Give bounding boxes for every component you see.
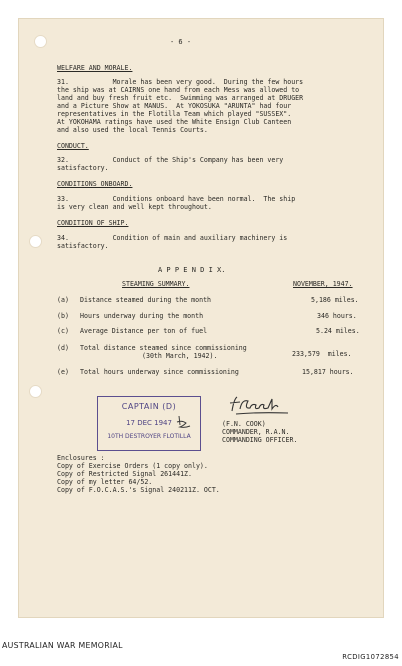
row-label: Total hours underway since commissioning: [80, 368, 239, 376]
stamp-line-1: CAPTAIN (D): [121, 402, 177, 411]
appendix-month: NOVEMBER, 1947.: [293, 280, 353, 288]
punch-hole-middle: [29, 235, 42, 248]
row-sublabel: (30th March, 1942).: [142, 352, 218, 360]
archive-id: RCDIG1072854: [342, 653, 399, 661]
row-label: Average Distance per ton of fuel: [80, 327, 208, 335]
punch-hole-bottom: [29, 385, 42, 398]
conduct-line: satisfactory.: [57, 164, 109, 172]
row-value: 346 hours.: [317, 312, 357, 320]
signatory-title: COMMANDING OFFICER.: [222, 436, 298, 444]
enclosure-item: Copy of my letter 64/52.: [57, 478, 153, 486]
row-value: 15,817 hours.: [302, 368, 354, 376]
archive-label: AUSTRALIAN WAR MEMORIAL: [2, 641, 123, 650]
row-letter: (d): [57, 344, 69, 352]
stamp-date: 17 DEC 1947: [126, 419, 172, 427]
welfare-line: 31. Morale has been very good. During the few hours: [57, 78, 304, 86]
page-number: - 6 -: [170, 38, 192, 46]
welfare-line: At YOKOHAMA ratings have used the White Ensign Club Canteen: [57, 118, 292, 126]
steaming-summary-heading: STEAMING SUMMARY.: [122, 280, 190, 288]
row-letter: (e): [57, 368, 69, 376]
heading-conditions: CONDITIONS ONBOARD.: [57, 180, 133, 188]
stamp-line-3: 10TH DESTROYER FLOTILLA: [107, 433, 191, 440]
welfare-line: representatives in the Flotilla Team which played "SUSSEX".: [57, 110, 292, 118]
handwritten-signature: [228, 393, 298, 417]
row-value: 233,579 miles.: [292, 350, 352, 358]
ship-line: 34. Condition of main and auxiliary machinery is: [57, 234, 288, 242]
row-letter: (c): [57, 327, 69, 335]
signatory-name: (F.N. COOK): [222, 420, 266, 428]
handwritten-initial: [176, 414, 192, 430]
ship-line: satisfactory.: [57, 242, 109, 250]
conduct-line: 32. Conduct of the Ship's Company has been very: [57, 156, 284, 164]
enclosure-item: Copy of Restricted Signal 261441Z.: [57, 470, 192, 478]
signatory-rank: COMMANDER, R.A.N.: [222, 428, 290, 436]
enclosure-item: Copy of F.O.C.A.S.'s Signal 240211Z. OCT.: [57, 486, 220, 494]
enclosure-item: Copy of Exercise Orders (1 copy only).: [57, 462, 208, 470]
conditions-line: is very clean and well kept throughout.: [57, 203, 212, 211]
welfare-line: and a Picture Show at MANUS. At YOKOSUKA "ARUNTA" had four: [57, 102, 292, 110]
welfare-line: the ship was at CAIRNS one hand from each Mess was allowed to: [57, 86, 300, 94]
row-letter: (b): [57, 312, 69, 320]
row-value: 5,186 miles.: [311, 296, 359, 304]
heading-conduct: CONDUCT.: [57, 142, 89, 150]
enclosures-heading: Enclosures :: [57, 454, 105, 462]
appendix-title: A P P E N D I X.: [158, 266, 226, 274]
row-letter: (a): [57, 296, 69, 304]
punch-hole-top: [34, 35, 47, 48]
heading-welfare: WELFARE AND MORALE.: [57, 64, 133, 72]
row-label: Distance steamed during the month: [80, 296, 212, 304]
row-value: 5.24 miles.: [316, 327, 360, 335]
welfare-line: land and buy fresh fruit etc. Swimming was arranged at DRUGER: [57, 94, 304, 102]
welfare-line: and also used the local Tennis Courts.: [57, 126, 208, 134]
heading-ship: CONDITION OF SHIP.: [57, 219, 129, 227]
row-label: Total distance steamed since commissioning: [80, 344, 247, 352]
row-label: Hours underway during the month: [80, 312, 204, 320]
conditions-line: 33. Conditions onboard have been normal. The ship: [57, 195, 296, 203]
